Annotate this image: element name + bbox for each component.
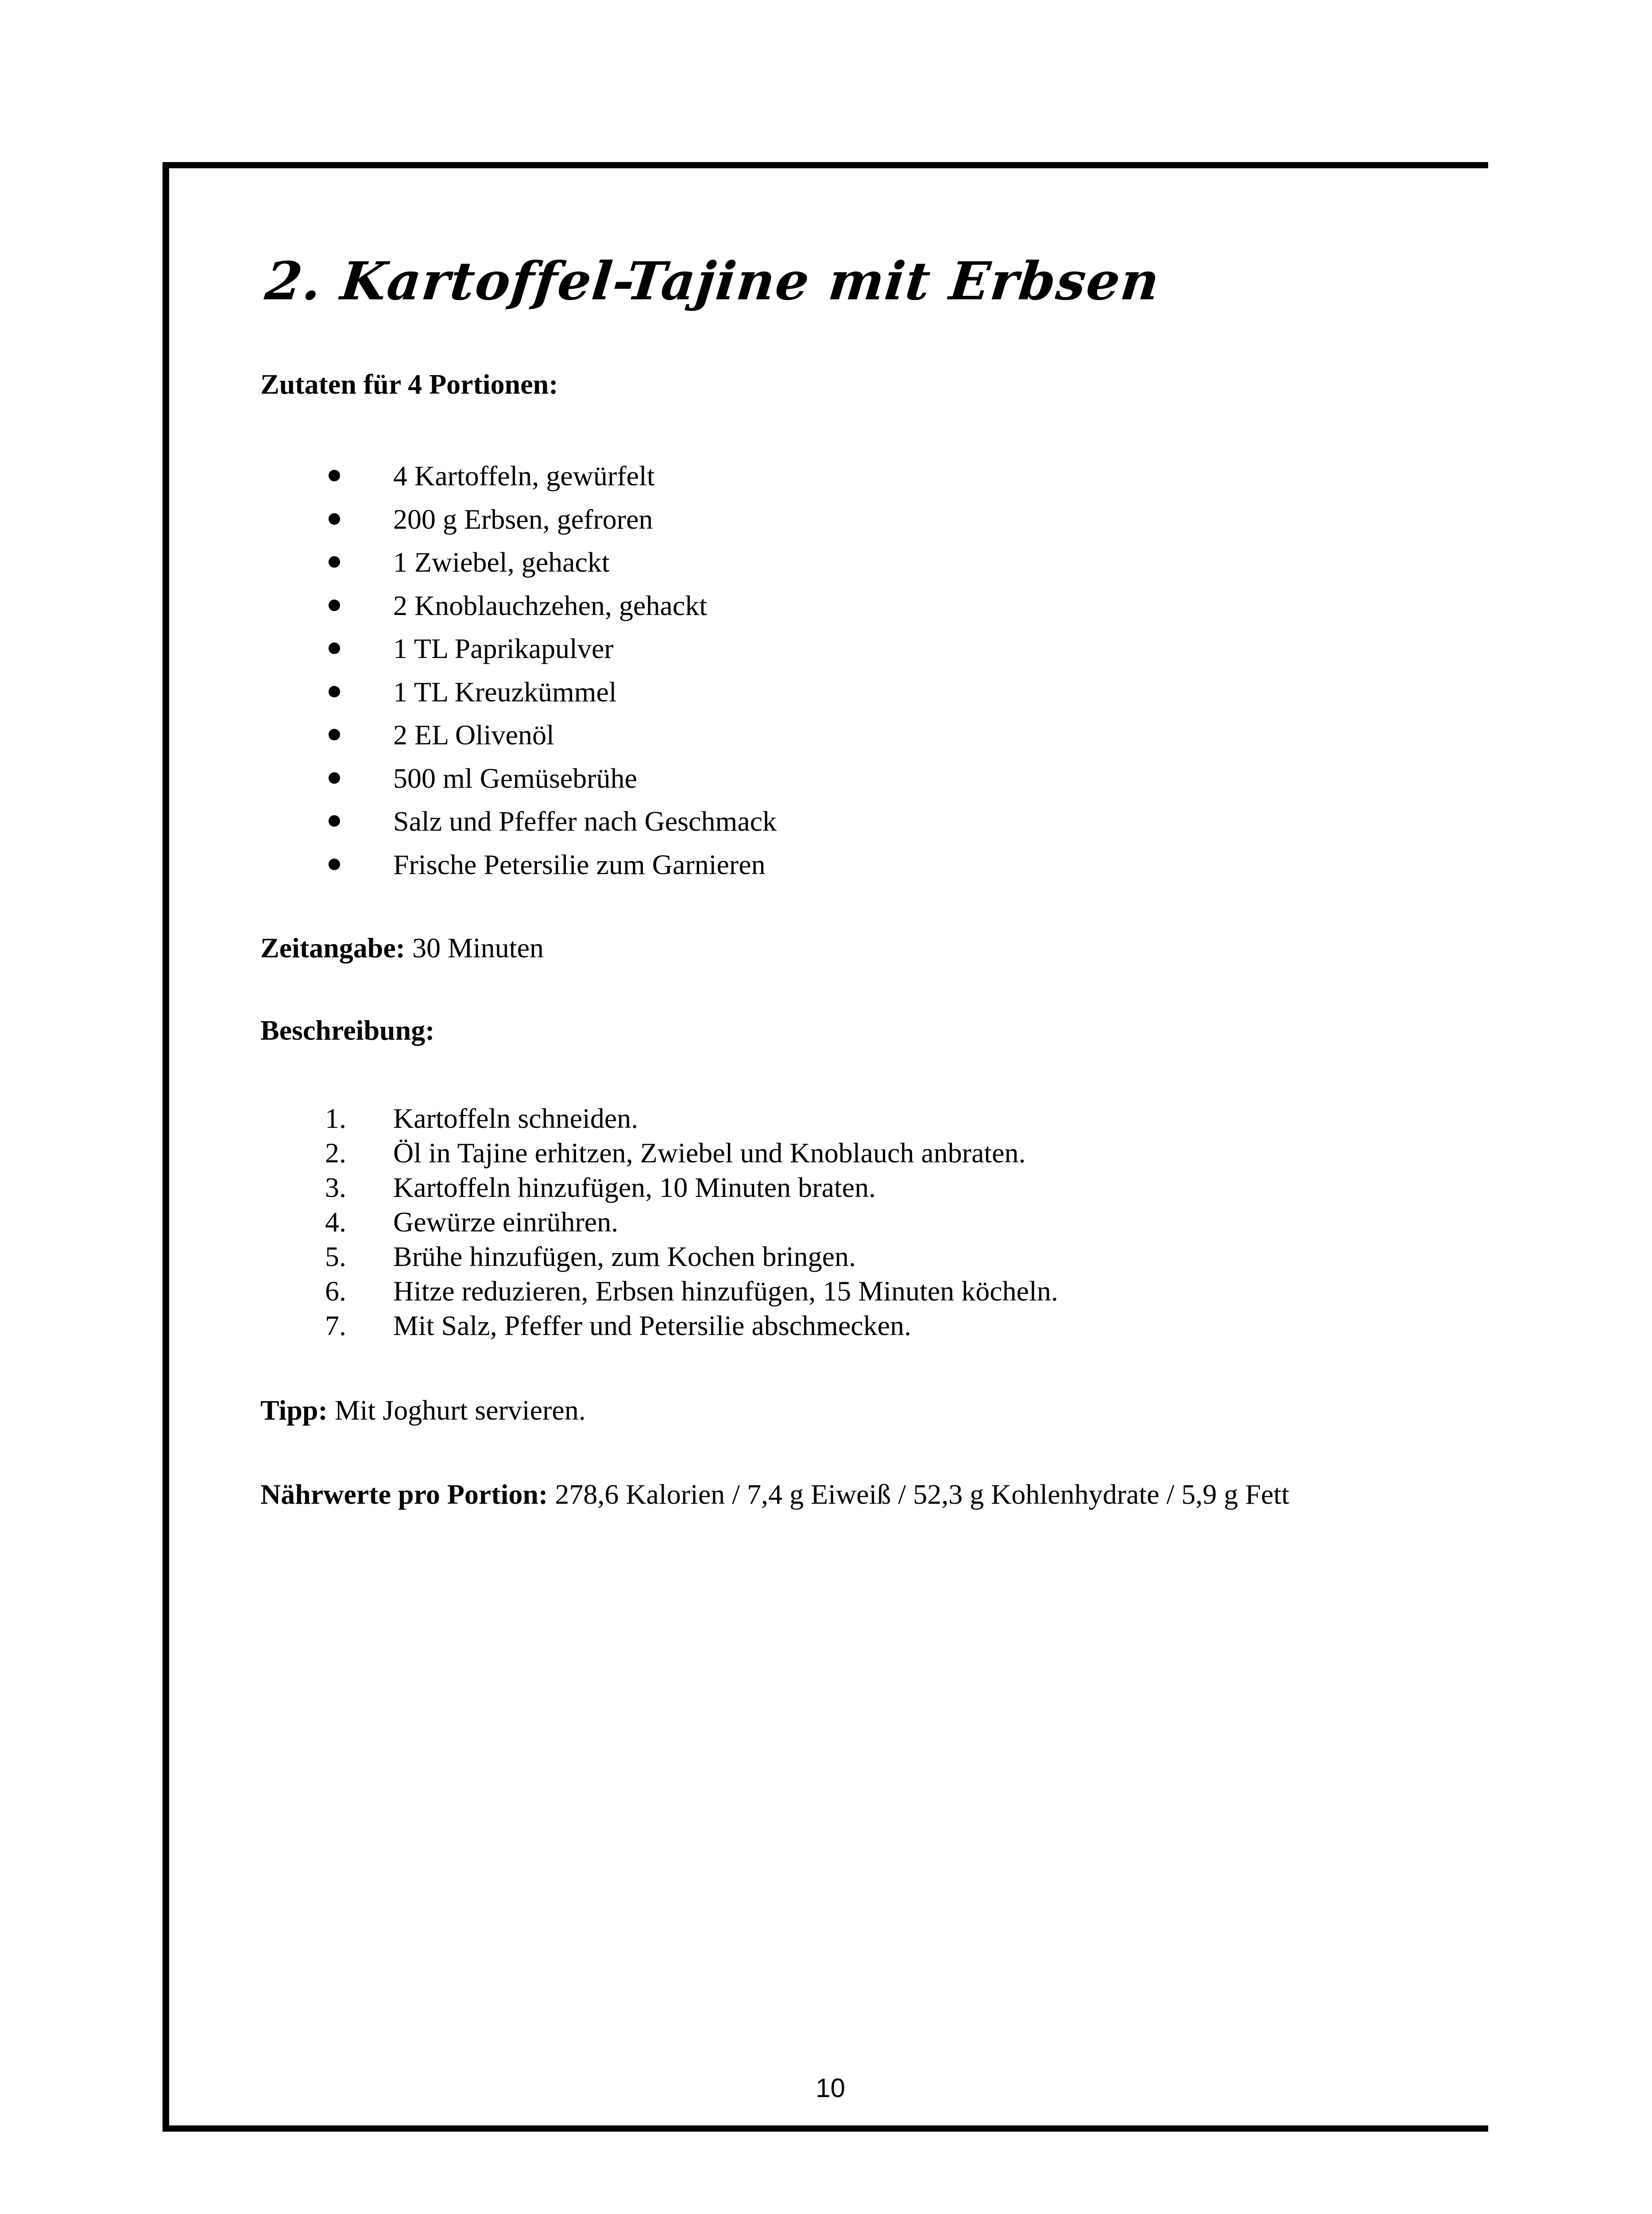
step-item bbox=[260, 1101, 1456, 1136]
bullet-icon bbox=[329, 772, 340, 784]
time-label: Zeitangabe: bbox=[260, 932, 406, 964]
description-heading: Beschreibung: bbox=[260, 1014, 435, 1046]
bullet-icon bbox=[329, 470, 340, 481]
step-item bbox=[260, 1274, 1456, 1308]
bullet-icon bbox=[329, 729, 340, 740]
ingredient-item bbox=[260, 454, 1456, 498]
step-number: 6. bbox=[325, 1275, 346, 1307]
tip-info bbox=[260, 1393, 1456, 1428]
time-value: 30 Minuten bbox=[412, 932, 544, 964]
bullet-icon bbox=[329, 600, 340, 611]
step-number: 7. bbox=[325, 1310, 346, 1341]
ingredient-item bbox=[260, 541, 1456, 584]
page-frame-left-border bbox=[162, 162, 169, 2132]
tip-label: Tipp: bbox=[260, 1394, 328, 1426]
step-number: 2. bbox=[325, 1137, 346, 1169]
step-list bbox=[260, 1101, 1456, 1343]
page-frame-bottom-border bbox=[162, 2125, 1488, 2132]
step-text: Brühe hinzufügen, zum Kochen bringen. bbox=[393, 1241, 856, 1272]
step-text: Gewürze einrühren. bbox=[393, 1206, 619, 1238]
ingredient-text: 500 ml Gemüsebrühe bbox=[393, 762, 637, 794]
page-number: 10 bbox=[816, 2073, 845, 2103]
ingredient-text: 4 Kartoffeln, gewürfelt bbox=[393, 460, 655, 492]
nutrition-info bbox=[260, 1477, 1456, 1512]
step-number: 5. bbox=[325, 1241, 346, 1272]
bullet-icon bbox=[329, 859, 340, 870]
ingredient-list bbox=[260, 454, 1456, 886]
ingredient-text: 1 TL Paprikapulver bbox=[393, 633, 614, 664]
ingredient-item bbox=[260, 843, 1456, 886]
step-item bbox=[260, 1308, 1456, 1343]
ingredient-item bbox=[260, 498, 1456, 541]
ingredient-text: Frische Petersilie zum Garnieren bbox=[393, 848, 766, 880]
step-number: 3. bbox=[325, 1172, 346, 1203]
servings-heading: Zutaten für 4 Portionen: bbox=[260, 368, 558, 400]
step-text: Mit Salz, Pfeffer und Petersilie abschmecken. bbox=[393, 1310, 912, 1341]
bullet-icon bbox=[329, 815, 340, 827]
page-frame-top-border bbox=[162, 162, 1488, 168]
ingredient-text: 200 g Erbsen, gefroren bbox=[393, 503, 653, 535]
step-number: 1. bbox=[325, 1103, 346, 1134]
ingredient-text: Salz und Pfeffer nach Geschmack bbox=[393, 805, 777, 837]
step-item bbox=[260, 1239, 1456, 1274]
ingredient-text: 1 TL Kreuzkümmel bbox=[393, 676, 617, 708]
recipe-content bbox=[260, 248, 1456, 1512]
ingredient-item bbox=[260, 584, 1456, 627]
step-text: Kartoffeln schneiden. bbox=[393, 1103, 638, 1134]
step-text: Öl in Tajine erhitzen, Zwiebel und Knoblauch anbraten. bbox=[393, 1137, 1026, 1169]
ingredient-item bbox=[260, 800, 1456, 843]
time-info bbox=[260, 930, 1456, 966]
ingredient-text: 2 EL Olivenöl bbox=[393, 719, 554, 751]
ingredient-item bbox=[260, 627, 1456, 670]
ingredient-text: 1 Zwiebel, gehackt bbox=[393, 546, 610, 578]
bullet-icon bbox=[329, 513, 340, 525]
step-item bbox=[260, 1170, 1456, 1205]
recipe-title: 2. Kartoffel-Tajine mit Erbsen bbox=[262, 250, 1163, 312]
ingredient-item bbox=[260, 757, 1456, 800]
step-text: Kartoffeln hinzufügen, 10 Minuten braten. bbox=[393, 1172, 876, 1203]
bullet-icon bbox=[329, 686, 340, 697]
nutrition-label: Nährwerte pro Portion: bbox=[260, 1479, 548, 1510]
step-item bbox=[260, 1136, 1456, 1170]
step-number: 4. bbox=[325, 1206, 346, 1238]
ingredient-item bbox=[260, 670, 1456, 714]
step-item bbox=[260, 1205, 1456, 1239]
ingredient-item bbox=[260, 713, 1456, 757]
ingredient-text: 2 Knoblauchzehen, gehackt bbox=[393, 589, 708, 621]
bullet-icon bbox=[329, 643, 340, 654]
bullet-icon bbox=[329, 556, 340, 568]
tip-value: Mit Joghurt servieren. bbox=[334, 1394, 586, 1426]
step-text: Hitze reduzieren, Erbsen hinzufügen, 15 Minuten köcheln. bbox=[393, 1275, 1058, 1307]
nutrition-value: 278,6 Kalorien / 7,4 g Eiweiß / 52,3 g Kohlenhydrate / 5,9 g Fett bbox=[555, 1479, 1289, 1510]
